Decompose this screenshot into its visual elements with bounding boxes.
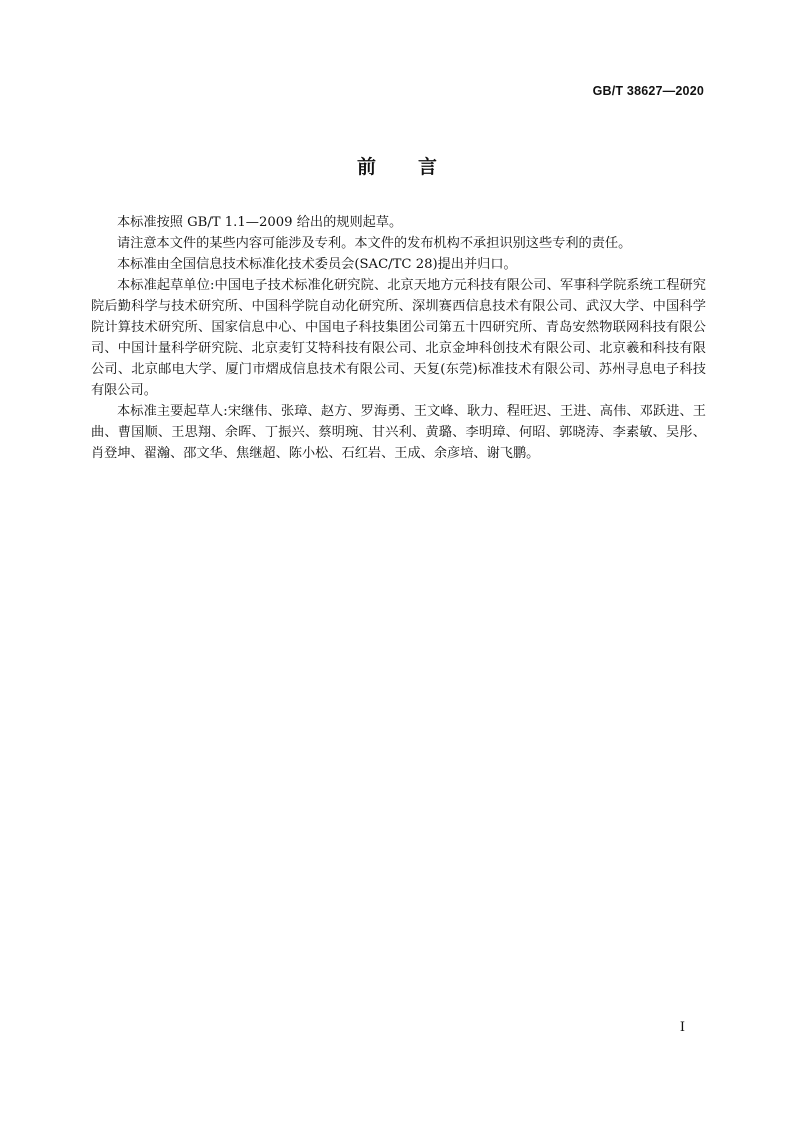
paragraph-drafting-units: 本标准起草单位:中国电子技术标准化研究院、北京天地方元科技有限公司、军事科学院系统工程研究院后勤科学与技术研究所、中国科学院自动化研究所、深圳赛西信息技术有限公司、武汉大学、中国科学院计算技术研究所、国家信息中心、中国电子科技集团公司第五十四研究所、青岛安然物联网科技有限公司、中国计量科学研究院、北京麦钉艾特科技有限公司、北京金坤科创技术有限公司、北京羲和科技有限公司、北京邮电大学、厦门市熠成信息技术有限公司、天复(东莞)标准技术有限公司、苏州寻息电子科技有限公司。	[91, 278, 706, 398]
paragraph-patent-notice: 请注意本文件的某些内容可能涉及专利。本文件的发布机构不承担识别这些专利的责任。	[117, 236, 632, 251]
paragraph-drafters: 本标准主要起草人:宋继伟、张璋、赵方、罗海勇、王文峰、耿力、程旺迟、王进、高伟、邓跃进、王曲、曹国顺、王思翔、余晖、丁振兴、蔡明琬、甘兴利、黄璐、李明璋、何昭、郭晓涛、李素敏、吴彤、肖登坤、翟瀚、邵文华、焦继超、陈小松、石红岩、王成、余彦培、谢飞鹏。	[91, 404, 706, 461]
section-title: 前言	[356, 156, 479, 178]
foreword-body	[91, 212, 706, 464]
page-number: I	[679, 1020, 685, 1035]
document-code: GB/T 38627—2020	[592, 84, 704, 98]
paragraph-drafting-rules: 本标准按照 GB/T 1.1—2009 给出的规则起草。	[117, 215, 403, 230]
paragraph-proposer: 本标准由全国信息技术标准化技术委员会(SAC/TC 28)提出并归口。	[117, 257, 517, 272]
